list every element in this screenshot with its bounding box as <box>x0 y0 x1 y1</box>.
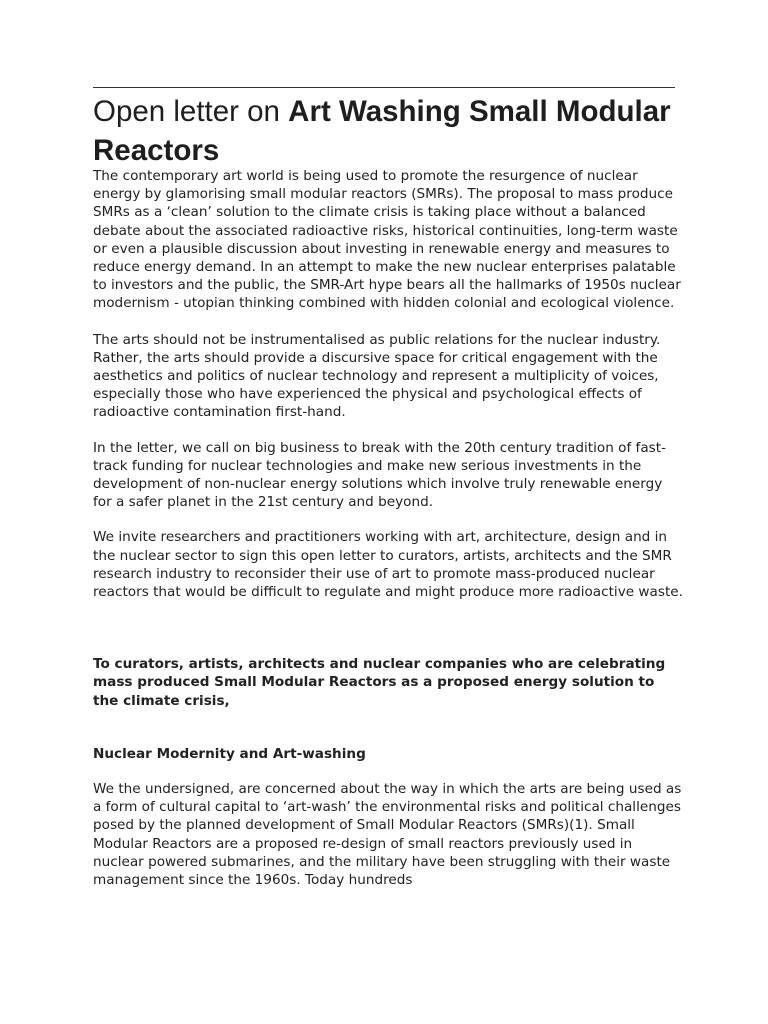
top-rule <box>93 87 675 88</box>
section-heading: Nuclear Modernity and Art-washing <box>93 745 366 762</box>
letter-salutation: To curators, artists, architects and nuclear companies who are celebrating mass produced Small Modular Reactors as a proposed energy solution to the climate crisis, <box>93 656 666 709</box>
title-bold: Art Washing Small Modular Reactors <box>93 95 671 167</box>
intro-paragraph-1: The contemporary art world is being used to promote the resurgence of nuclear energy by glamorising small modular reactors (SMRs). The proposal to mass produce SMRs as a ‘clean’ solution to the climate crisis is taking place without a balanced debate about the associated radioactive risks, historical continuities, long-term waste or even a plausible discussion about investing in renewable energy and measures to reduce energy demand. In an attempt to make the new nuclear enterprises palatable to investors and the public, the SMR-Art hype bears all the hallmarks of 1950s nuclear modernism - utopian thinking combined with hidden colonial and ecological violence. <box>93 168 681 312</box>
intro-paragraph-3: In the letter, we call on big business to break with the 20th century tradition of fast-track funding for nuclear technologies and make new serious investments in the development of non-nuclear energy solutions which involve truly renewable energy for a safer planet in the 21st century and beyond. <box>93 439 666 511</box>
page-title <box>93 92 683 170</box>
section-paragraph: We the undersigned, are concerned about the way in which the arts are being used as a form of cultural capital to ‘art-wash’ the environmental risks and political challenges posed by the planned development of Small Modular Reactors (SMRs)(1). Small Modular Reactors are a proposed re-design of small reactors previously used in nuclear powered submarines, and the military have been struggling with their waste management since the 1960s. Today hundreds <box>93 781 682 889</box>
intro-paragraph-4: We invite researchers and practitioners working with art, architecture, design and in the nuclear sector to sign this open letter to curators, artists, architects and the SMR research industry to reconsider their use of art to promote mass-produced nuclear reactors that would be difficult to regulate and might produce more radioactive waste. <box>93 529 683 601</box>
title-plain: Open letter on <box>93 95 289 128</box>
intro-paragraph-2: The arts should not be instrumentalised as public relations for the nuclear industry. Rather, the arts should provide a discursive space for critical engagement with the aesthetics and politics of nuclear technology and represent a multiplicity of voices, especially those who have experienced the physical and psychological effects of radioactive contamination first-hand. <box>93 331 661 421</box>
letter-body <box>93 167 683 889</box>
